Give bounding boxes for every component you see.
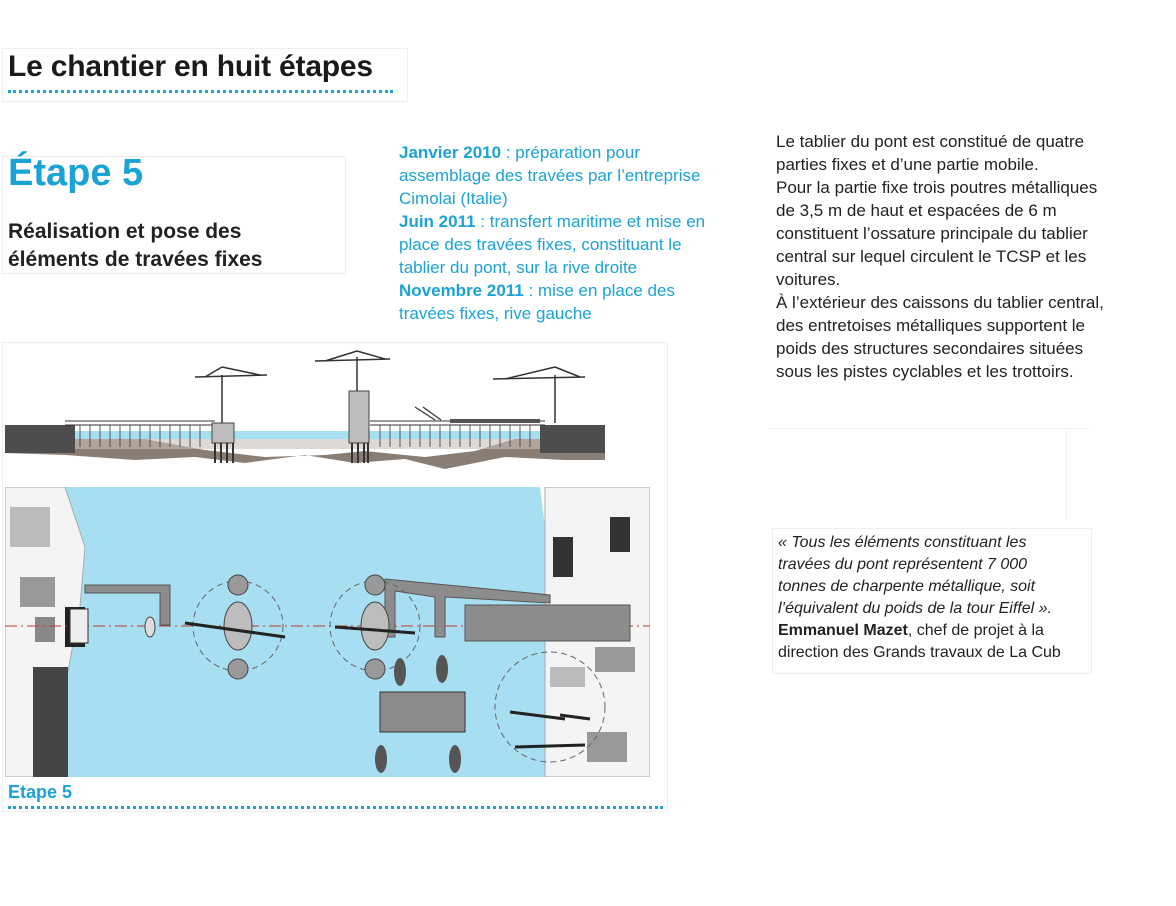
quote-text: « Tous les éléments constituant les travées du pont représentent 7 000 tonnes de charpente métallique, soit l’équivalent du poids de la tour Eiffel ». bbox=[778, 534, 1052, 617]
dock bbox=[70, 609, 88, 643]
caption-underline bbox=[8, 806, 663, 809]
building bbox=[10, 507, 50, 547]
building bbox=[33, 667, 68, 777]
left-bank bbox=[5, 425, 75, 453]
barge bbox=[380, 692, 465, 732]
building bbox=[553, 537, 573, 577]
figure-caption: Etape 5 bbox=[8, 782, 73, 802]
marker bbox=[145, 617, 155, 637]
building bbox=[595, 647, 635, 672]
tugboat-icon bbox=[375, 745, 387, 773]
timeline-date: Juin 2011 bbox=[399, 212, 476, 231]
bridge-elevation-diagram bbox=[5, 345, 609, 470]
caisson bbox=[228, 575, 248, 595]
description-paragraph: Pour la partie fixe trois poutres métalliques de 3,5 m de haut et espacées de 6 m constituent l’ossature principale du tablier central sur lequel circulent le TCSP et les voitures. bbox=[776, 178, 1098, 289]
bridge-plan-diagram bbox=[5, 487, 650, 777]
tugboat-icon bbox=[449, 745, 461, 773]
moving-span bbox=[465, 605, 630, 641]
timeline-text: : transfert maritime et mise en place des travées fixes, constituant le tablier du pont, sur la rive droite bbox=[399, 212, 706, 277]
right-bank bbox=[540, 425, 605, 453]
timeline-date: Janvier 2010 bbox=[399, 143, 502, 162]
timeline-text: : mise en place des travées fixes, rive gauche bbox=[399, 281, 675, 323]
building bbox=[20, 577, 55, 607]
building bbox=[610, 517, 630, 552]
tugboat-icon bbox=[436, 655, 448, 683]
quote-author: Emmanuel Mazet bbox=[778, 622, 908, 639]
quote-role: , chef de projet à la direction des Grands travaux de La Cub bbox=[778, 622, 1061, 661]
building bbox=[587, 732, 627, 762]
crane-icon bbox=[195, 367, 267, 423]
timeline bbox=[399, 141, 729, 325]
pylon-left bbox=[212, 423, 234, 443]
stage-subtitle-line-2: éléments de travées fixes bbox=[8, 248, 263, 271]
divider bbox=[1066, 430, 1067, 520]
caisson bbox=[228, 659, 248, 679]
stage-title: Étape 5 bbox=[8, 152, 144, 194]
description bbox=[776, 130, 1106, 383]
barge bbox=[450, 419, 540, 423]
timeline-date: Novembre 2011 bbox=[399, 281, 524, 300]
page-title: Le chantier en huit étapes bbox=[8, 50, 373, 83]
caisson bbox=[365, 575, 385, 595]
crane-icon bbox=[493, 367, 585, 423]
crane-icon bbox=[315, 351, 390, 391]
pylon bbox=[361, 602, 389, 650]
caisson bbox=[365, 659, 385, 679]
stage-subtitle-line-1: Réalisation et pose des bbox=[8, 220, 242, 243]
description-paragraph: Le tablier du pont est constitué de quatre parties fixes et d’une partie mobile. bbox=[776, 132, 1085, 174]
stage-subtitle bbox=[8, 218, 262, 274]
quote-block bbox=[778, 532, 1078, 664]
divider bbox=[770, 428, 1090, 429]
pylon bbox=[224, 602, 252, 650]
title-underline bbox=[8, 90, 393, 93]
floating-crane-icon bbox=[415, 407, 441, 420]
span-element bbox=[515, 745, 585, 747]
tugboat-icon bbox=[394, 658, 406, 686]
pylon-right bbox=[349, 391, 369, 443]
building bbox=[35, 617, 55, 642]
building bbox=[550, 667, 585, 687]
timeline-text: : préparation pour assemblage des travées par l’entreprise Cimolai (Italie) bbox=[399, 143, 701, 208]
description-paragraph: À l’extérieur des caissons du tablier central, des entretoises métalliques supportent le poids des structures secondaires situées sous les pistes cyclables et les trottoirs. bbox=[776, 293, 1104, 381]
